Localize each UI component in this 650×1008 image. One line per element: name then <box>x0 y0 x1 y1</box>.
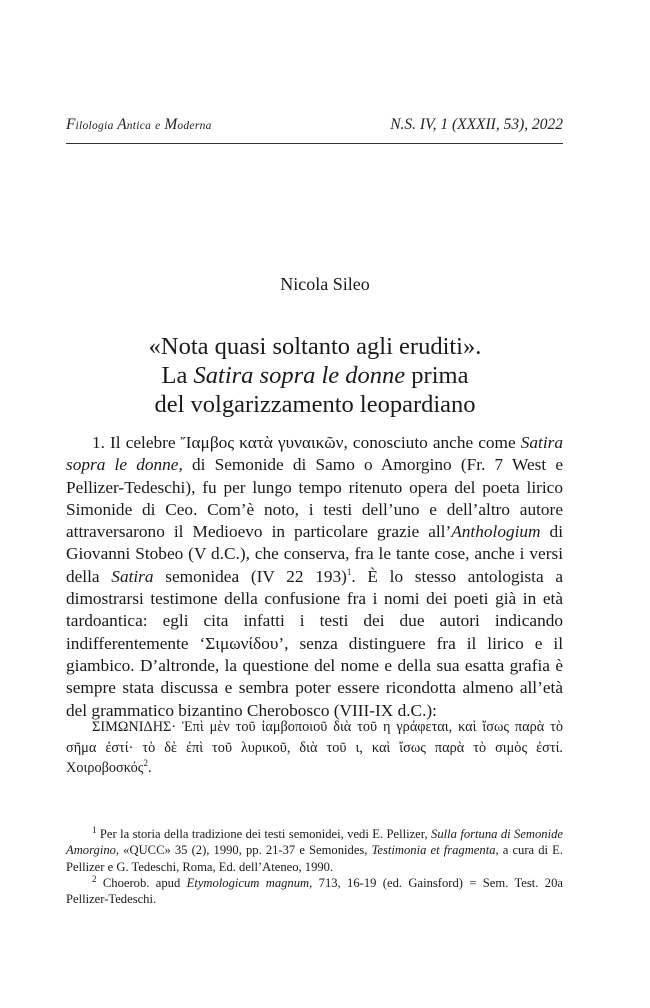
journal-title: Filologia Antica e Moderna <box>66 116 212 133</box>
header-rule <box>66 143 563 144</box>
footnote-ref-1[interactable]: 1 <box>346 567 352 578</box>
greek-name: Σιμωνίδου <box>205 633 279 653</box>
greek-title: Ἴαμβος κατὰ γυναικῶν <box>180 433 344 452</box>
footnote-1: $^1$ Per la storia della tradizione dei testi semonidei, vedi E. Pellizer, Sulla fortuna di Semonide Amorgino, «QUCC» 35 (2), 1990, pp. 21-37 e Semonides, Testimonia et fragmenta, a cura di E. Pellizer e G. Tedeschi, Roma, Ed. dell’Ateneo, 1990. <box>66 824 564 874</box>
author-name: Nicola Sileo <box>280 274 370 294</box>
footnote-ref-2[interactable]: 2 <box>143 758 148 769</box>
body-text <box>66 432 563 722</box>
article-title <box>0 332 630 419</box>
title-line-3: del volgarizzamento leopardiano <box>154 391 476 418</box>
greek-quotation: ΣΙΜΩΝΙΔΗΣ· Ἐπὶ μὲν τοῦ ἰαμβοποιοῦ διὰ τοῦ η γράφεται, καὶ ἴσως παρὰ τὸ σῆμα ἐστί· τὸ δὲ ἐπὶ τοῦ λυρικοῦ, διὰ τοῦ ι, καὶ ἴσως παρὰ τὸ σιμὸς ἐστί. Χοιροβοσκός$^2$. <box>66 719 563 776</box>
footnotes <box>66 826 563 907</box>
title-line-2: La Satira sopra le donne prima <box>161 362 469 389</box>
title-line-1: «Nota quasi soltanto agli eruditi». <box>148 333 482 360</box>
footnote-2: $^2$ Choerob. apud Etymologicum magnum, 713, 16-19 (ed. Gainsford) = Sem. Test. 20a Pellizer-Tedeschi. <box>66 873 563 907</box>
paragraph-1: 1. Il celebre Ἴαμβος κατὰ γυναικῶν, conosciuto anche come Satira sopra le donne, di Semonide di Samo o Amorgino (Fr. 7 West e Pellizer-Tedeschi), fu per lungo tempo ritenuto opera del poeta lirico Simonide di Ceo. Com’è noto, i testi dell’uno e dell’altro autore attraversarono il Medioevo in particolare grazie all’Anthologium di Giovanni Stobeo (V d.C.), che conserva, fra le tante cose, anche i versi della Satira semonidea (IV 22 193)$^1$. È lo stesso antologista a dimostrarsi testimone della confusione fra i nomi dei poeti già in età tardoantica: egli cita infatti i testi dei due autori indicando indifferentemente ‘Σιμωνίδου’, senza distinguere fra il lirico e il giambico. D’altronde, la questione del nome e della sua esatta grafia è sempre stata discussa e sembra poter essere ricondotta almeno all’età del grammatico bizantino Cherobosco (VIII-IX d.C.): <box>66 433 564 720</box>
issue-info: N.S. IV, 1 (XXXII, 53), 2022 <box>390 116 563 133</box>
running-header <box>66 116 563 134</box>
